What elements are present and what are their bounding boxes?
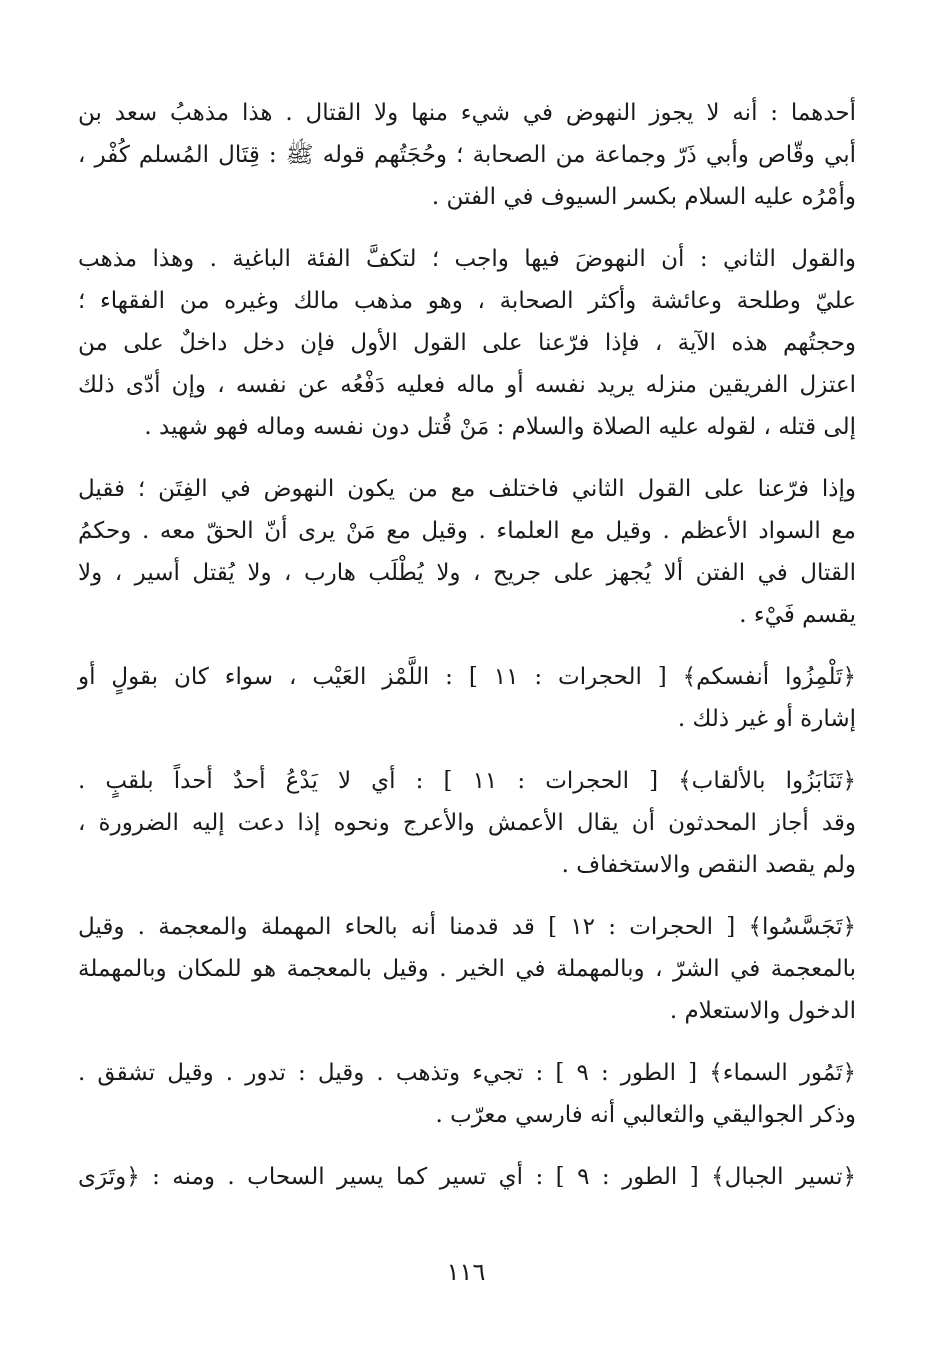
text-line: أبي وقّاص وأبي ذَرّ وجماعة من الصحابة ؛ وحُجَتُهم قوله ﷺ : قِتَال المُسلم كُفْر ، bbox=[78, 142, 856, 168]
text-line: ولم يقصد النقص والاستخفاف . bbox=[561, 852, 856, 878]
text-line: ﴿تَجَسَّسُوا﴾ [ الحجرات : ١٢ ] قد قدمنا أنه بالحاء المهملة والمعجمة . وقيل bbox=[78, 914, 856, 940]
text-line: إلى قتله ، لقوله عليه الصلاة والسلام : مَنْ قُتل دون نفسه وماله فهو شهيد . bbox=[144, 414, 856, 440]
paragraph-4 bbox=[78, 656, 856, 740]
text-line: إشارة أو غير ذلك . bbox=[677, 706, 856, 732]
paragraph-1 bbox=[78, 92, 856, 218]
text-line: يقسم فَيْء . bbox=[739, 602, 856, 628]
page-number: ١١٦ bbox=[446, 1258, 486, 1286]
text-line: ﴿تَلْمِزُوا أنفسكم﴾ [ الحجرات : ١١ ] : اللَّمْز العَيْب ، سواء كان بقولٍ أو bbox=[78, 664, 857, 690]
page-body bbox=[78, 92, 856, 1218]
paragraph-3 bbox=[78, 468, 856, 636]
text-line: عليّ وطلحة وعائشة وأكثر الصحابة ، وهو مذهب مالك وغيره من الفقهاء ؛ bbox=[78, 288, 856, 314]
text-line: وأمْرُه عليه السلام بكسر السيوف في الفتن . bbox=[431, 184, 856, 210]
paragraph-8 bbox=[78, 1156, 856, 1198]
paragraph-6 bbox=[78, 906, 856, 1032]
text-line: وقد أجاز المحدثون أن يقال الأعمش والأعرج ونحوه إذا دعت إليه الضرورة ، bbox=[78, 810, 856, 836]
text-line: ﴿تَمُور السماء﴾ [ الطور : ٩ ] : تجيء وتذهب . وقيل : تدور . وقيل تشقق . bbox=[78, 1060, 856, 1086]
text-line: وذكر الجواليقي والثعالبي أنه فارسي معرّب . bbox=[435, 1102, 856, 1128]
text-line: ﴿تسير الجبال﴾ [ الطور : ٩ ] : أي تسير كما يسير السحاب . ومنه : ﴿وتَرَى bbox=[78, 1164, 856, 1190]
text-line: ﴿تَنَابَزُوا بالألقاب﴾ [ الحجرات : ١١ ] : أي لا يَدْعُ أحدٌ أحداً بلقبٍ . bbox=[78, 768, 857, 794]
text-line: الدخول والاستعلام . bbox=[669, 998, 856, 1024]
text-line: مع السواد الأعظم . وقيل مع العلماء . وقيل مع مَنْ يرى أنّ الحقّ معه . وحكمُ bbox=[78, 518, 856, 544]
text-line: بالمعجمة في الشرّ ، وبالمهملة في الخير . وقيل بالمعجمة هو للمكان وبالمهملة bbox=[78, 956, 856, 982]
text-line: والقول الثاني : أن النهوضَ فيها واجب ؛ لتكفَّ الفئة الباغية . وهذا مذهب bbox=[78, 246, 856, 272]
text-line: القتال في الفتن ألا يُجهز على جريح ، ولا يُطْلَب هارب ، ولا يُقتل أسير ، ولا bbox=[78, 560, 856, 586]
paragraph-5 bbox=[78, 760, 856, 886]
paragraph-2 bbox=[78, 238, 856, 448]
text-line: اعتزل الفريقين منزله يريد نفسه أو ماله فعليه دَفْعُه عن نفسه ، وإن أدّى ذلك bbox=[78, 372, 856, 398]
paragraph-7 bbox=[78, 1052, 856, 1136]
text-line: وإذا فرّعنا على القول الثاني فاختلف مع من يكون النهوض في الفِتَن ؛ فقيل bbox=[78, 476, 856, 502]
text-line: وحجتُهم هذه الآية ، فإذا فرّعنا على القول الأول فإن دخل داخلٌ على من bbox=[78, 330, 856, 356]
text-line: أحدهما : أنه لا يجوز النهوض في شيء منها ولا القتال . هذا مذهبُ سعد بن bbox=[78, 100, 856, 126]
